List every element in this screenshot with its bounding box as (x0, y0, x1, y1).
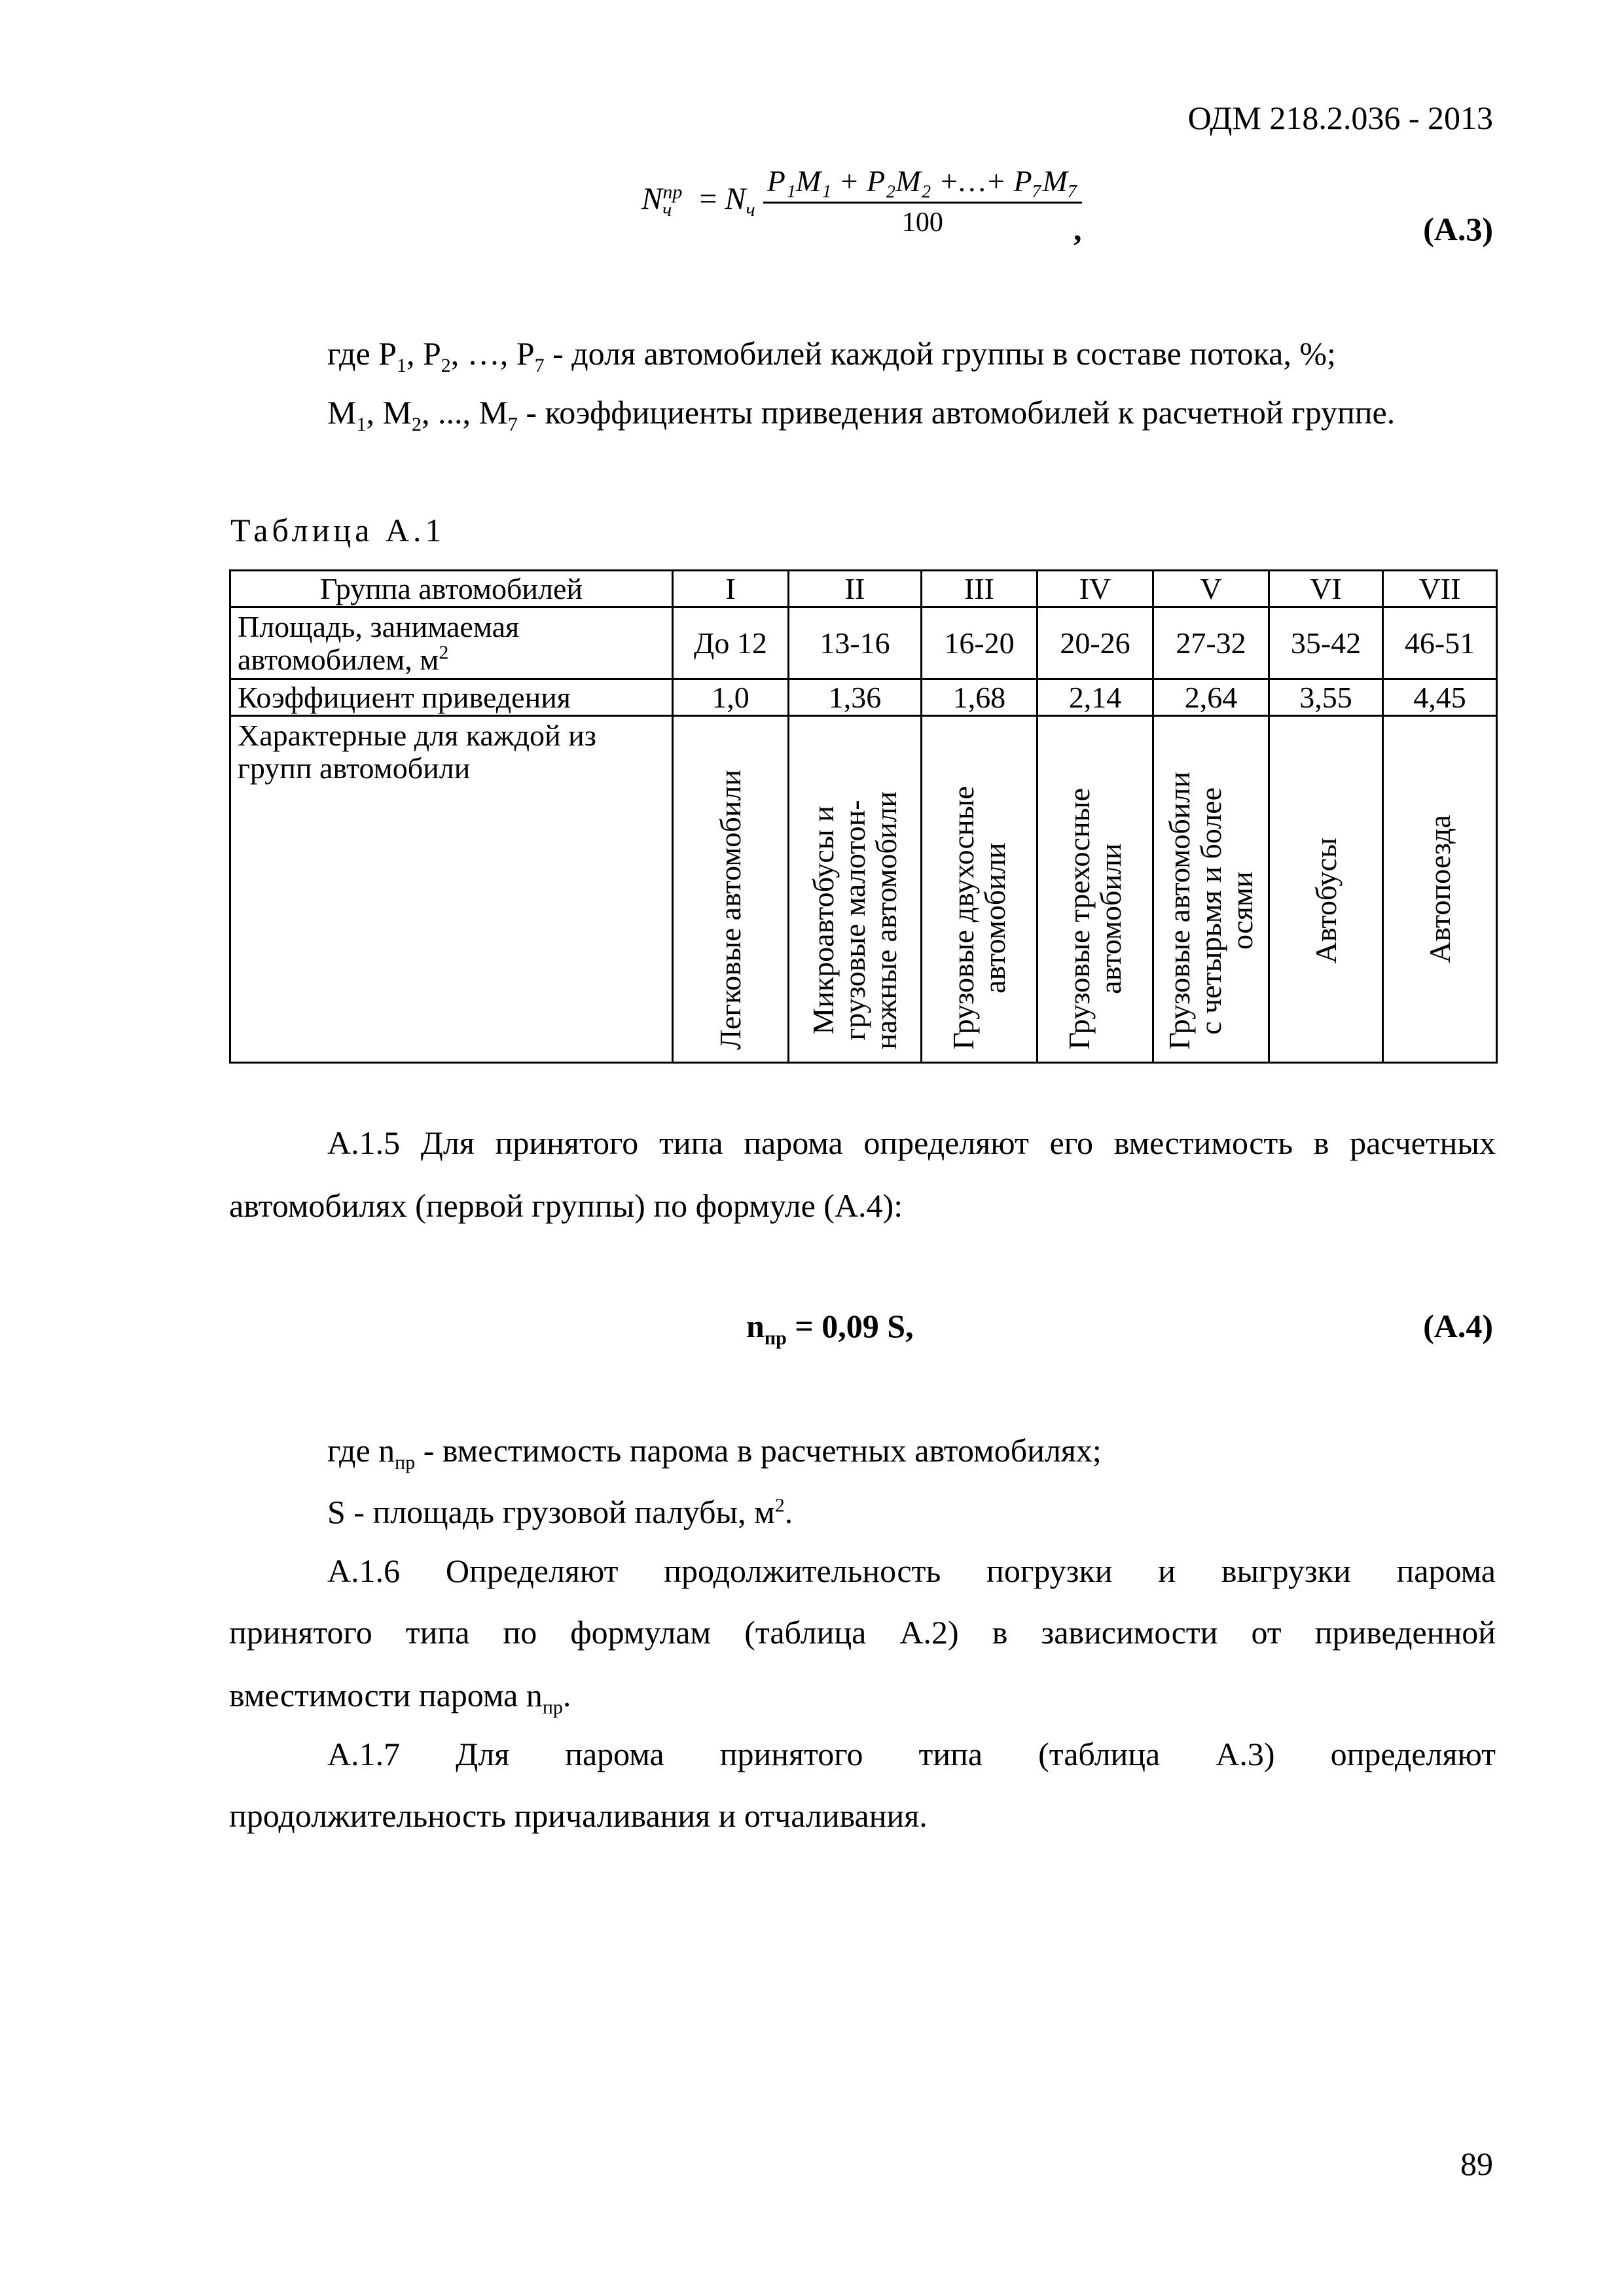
group-1: I (673, 571, 789, 607)
where-s-end: . (784, 1494, 793, 1530)
area-4: 20-26 (1038, 607, 1153, 679)
group-5: V (1153, 571, 1269, 607)
formula-a4-label: (А.4) (1423, 1308, 1493, 1344)
para-a16-line3 (229, 1676, 571, 1718)
table-row-coef (230, 679, 1497, 716)
where-p-line (327, 334, 1336, 376)
formula-a3-denominator: 100 (901, 207, 943, 238)
type-1 (715, 770, 746, 1050)
para-a16-line2: принятого типа по формулам (таблица А.2) в зависимости от приведенной (229, 1614, 1496, 1651)
group-2: II (789, 571, 922, 607)
group-3: III (922, 571, 1038, 607)
area-label-sup: 2 (439, 641, 449, 664)
area-label-line2: автомобилем, м (238, 642, 439, 676)
where-m-line (327, 393, 1396, 435)
type-2-line1: Микроавтобусы и (806, 806, 840, 1035)
area-3: 16-20 (922, 607, 1038, 679)
type-2-line3: нажные автомобили (869, 791, 903, 1050)
page-number: 89 (1460, 2145, 1493, 2182)
coef-label: Коэффициент приведения (230, 679, 673, 716)
where-p-mid2: , …, P (450, 335, 535, 372)
where-p-mid1: , P (406, 335, 441, 372)
where-m-sub7: 7 (507, 414, 518, 435)
area-label (230, 607, 673, 679)
table-row-area (230, 607, 1497, 679)
table-row-types (230, 716, 1497, 1063)
area-7: 46-51 (1383, 607, 1497, 679)
where-p-sub1: 1 (396, 355, 406, 376)
para-a17-line2: продолжительность причаливания и отчаливания. (229, 1797, 928, 1834)
group-4: IV (1038, 571, 1153, 607)
where-p-tail: - доля автомобилей каждой группы в составе потока, %; (544, 335, 1336, 372)
types-label-line1: Характерные для каждой из (238, 719, 596, 752)
type-3-line2: автомобили (978, 842, 1011, 994)
formula-a3-fraction (763, 164, 1082, 240)
formula-a3-label: (А.3) (1423, 211, 1493, 247)
type-5-line1: Грузовые автомобили (1163, 772, 1196, 1050)
area-label-line1: Площадь, занимаемая (238, 609, 520, 643)
type-cell-3 (922, 716, 1038, 1063)
para-a16-line3-sub: пр (542, 1696, 563, 1718)
coef-4: 2,14 (1038, 679, 1153, 716)
coef-3: 1,68 (922, 679, 1038, 716)
where-n-text: где n (327, 1432, 395, 1469)
where-n-tail: - вместимость парома в расчетных автомобилях; (415, 1432, 1102, 1469)
coef-5: 2,64 (1153, 679, 1269, 716)
type-1-line1: Легковые автомобили (713, 769, 747, 1050)
coef-6: 3,55 (1269, 679, 1383, 716)
where-n-sub: пр (395, 1452, 416, 1473)
type-3 (948, 786, 1011, 1050)
formula-a3-lhs: N (641, 181, 663, 217)
where-m-sub2: 2 (411, 414, 422, 435)
group-7: VII (1383, 571, 1497, 607)
para-a16-line3-end: . (562, 1677, 571, 1713)
type-cell-6 (1269, 716, 1383, 1063)
coef-2: 1,36 (789, 679, 922, 716)
formula-a3-eq: = (699, 181, 717, 217)
group-6: VI (1269, 571, 1383, 607)
table-a1 (229, 569, 1498, 1064)
type-5-line2: с четырьмя и более (1194, 787, 1227, 1035)
document-id: ОДМ 218.2.036 - 2013 (1187, 99, 1493, 136)
coef-7: 4,45 (1383, 679, 1497, 716)
type-cell-5 (1153, 716, 1269, 1063)
type-7 (1424, 815, 1456, 963)
where-p-text: где P (327, 335, 397, 372)
where-m-mid1: , M (366, 394, 412, 431)
area-5: 27-32 (1153, 607, 1269, 679)
formula-a4 (746, 1306, 914, 1349)
types-label (230, 716, 673, 1063)
type-3-line1: Грузовые двухосные (947, 786, 980, 1050)
types-label-line2: групп автомобили (238, 751, 471, 785)
formula-a3-numerator: P₁M₁ + P₂M₂ +…+ P₇M₇ (763, 164, 1082, 204)
formula-a3 (641, 164, 1082, 240)
coef-1: 1,0 (673, 679, 789, 716)
para-a15-line2: автомобилях (первой группы) по формуле (А.4): (229, 1187, 903, 1224)
type-6 (1310, 838, 1342, 963)
area-6: 35-42 (1269, 607, 1383, 679)
area-1: До 12 (673, 607, 789, 679)
type-cell-1 (673, 716, 789, 1063)
table-header-label: Группа автомобилей (230, 571, 673, 607)
type-cell-7 (1383, 716, 1497, 1063)
where-n-line (327, 1431, 1102, 1473)
type-5 (1164, 772, 1258, 1050)
type-4-line1: Грузовые трехосные (1062, 788, 1096, 1050)
area-2: 13-16 (789, 607, 922, 679)
para-a17-line1: А.1.7 Для парома принятого типа (таблица А.3) определяют (327, 1736, 1496, 1772)
type-cell-4 (1038, 716, 1153, 1063)
where-m-mid2: , ..., M (421, 394, 508, 431)
type-4-line2: автомобили (1094, 843, 1127, 995)
para-a16-line3-text: вместимости парома n (229, 1677, 543, 1713)
formula-a3-n: N (725, 181, 746, 217)
where-p-sub7: 7 (534, 355, 545, 376)
type-cell-2 (789, 716, 922, 1063)
type-4 (1064, 788, 1127, 1050)
type-5-line3: осями (1225, 871, 1259, 950)
type-2-line2: грузовые малотон- (838, 800, 871, 1041)
formula-a3-lhs-sup: пр (662, 181, 683, 203)
where-p-sub2: 2 (441, 355, 451, 376)
where-s-sup: 2 (774, 1494, 785, 1516)
formula-a3-comma: , (1074, 211, 1082, 247)
para-a15-line1: А.1.5 Для принятого типа парома определяют его вместимость в расчетных (327, 1124, 1496, 1161)
formula-a4-sub: пр (764, 1327, 787, 1349)
formula-a3-n-sub: ч (746, 199, 755, 221)
table-caption: Таблица А.1 (230, 512, 446, 548)
type-2 (808, 791, 902, 1050)
formula-a4-rest: = 0,09 S, (786, 1308, 914, 1344)
where-m-sub1: 1 (356, 414, 367, 435)
formula-a4-n: n (746, 1308, 765, 1344)
type-6-line1: Автобусы (1308, 837, 1343, 963)
where-m-tail: - коэффициенты приведения автомобилей к расчетной группе. (517, 394, 1396, 431)
where-s-text: S - площадь грузовой палубы, м (327, 1494, 775, 1530)
formula-a3-lhs-sub: ч (662, 199, 672, 221)
type-7-line1: Автопоезда (1422, 815, 1456, 963)
where-s-line (327, 1492, 793, 1532)
table-row-header (230, 571, 1497, 607)
para-a16-line1: А.1.6 Определяют продолжительность погрузки и выгрузки парома (327, 1552, 1496, 1589)
where-m-text: M (327, 394, 357, 431)
